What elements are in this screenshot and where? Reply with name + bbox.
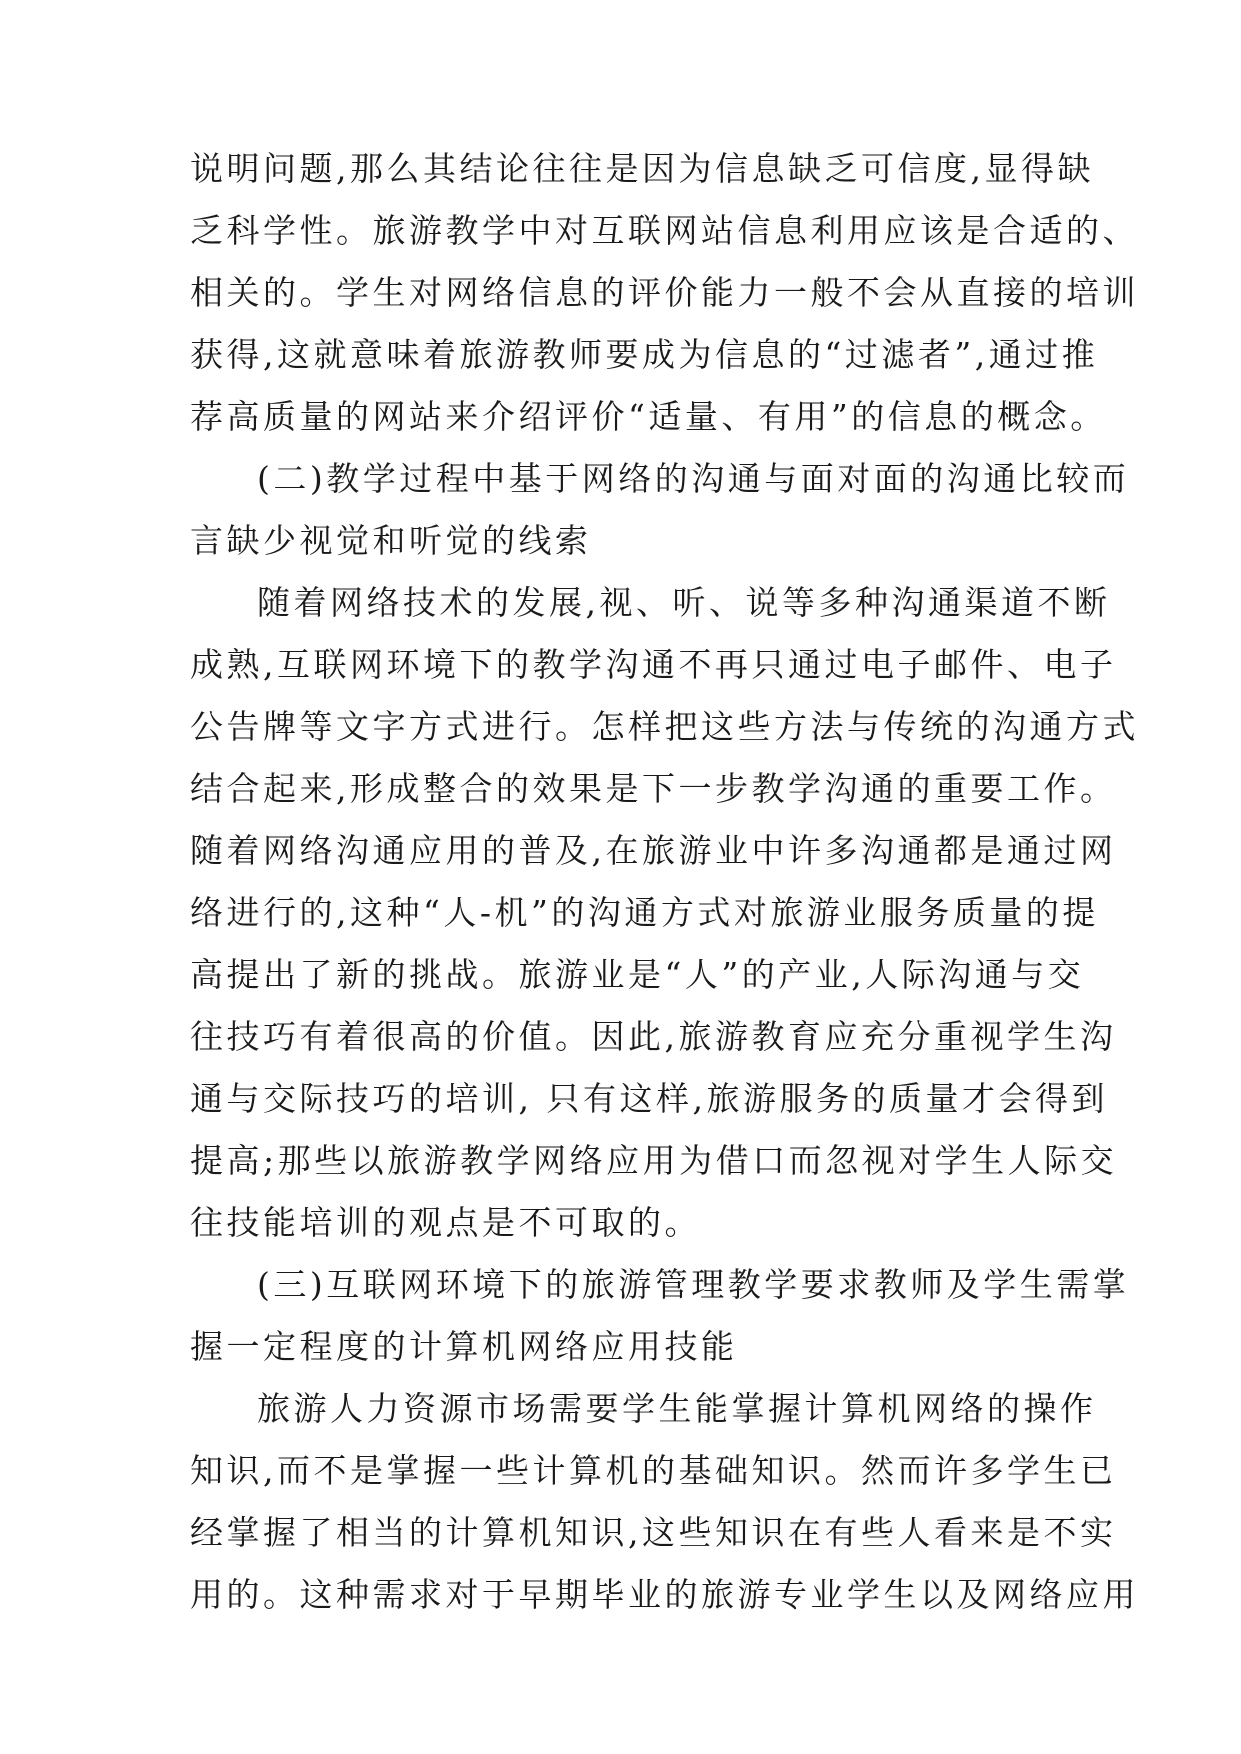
paragraph-line: 随着网络技术的发展,视、听、说等多种沟通渠道不断 <box>257 583 1111 622</box>
paragraph-line: 用的。这种需求对于早期毕业的旅游专业学生以及网络应用 <box>190 1575 1139 1614</box>
paragraph-line: 往技巧有着很高的价值。因此,旅游教育应充分重视学生沟 <box>190 1017 1117 1056</box>
paragraph-line: 随着网络沟通应用的普及,在旅游业中许多沟通都是通过网 <box>190 831 1117 870</box>
paragraph-line: 说明问题,那么其结论往往是因为信息缺乏可信度,显得缺 <box>190 149 1094 188</box>
section-heading-line: 握一定程度的计算机网络应用技能 <box>190 1327 738 1366</box>
section-heading-line: (二)教学过程中基于网络的沟通与面对面的沟通比较而 <box>257 459 1130 498</box>
paragraph-line: 通与交际技巧的培训, 只有这样,旅游服务的质量才会得到 <box>190 1079 1108 1118</box>
paragraph-line: 旅游人力资源市场需要学生能掌握计算机网络的操作 <box>257 1389 1097 1428</box>
paragraph-line: 获得,这就意味着旅游教师要成为信息的“过滤者”,通过推 <box>190 335 1099 374</box>
paragraph-line: 经掌握了相当的计算机知识,这些知识在有些人看来是不实 <box>190 1513 1117 1552</box>
section-heading-line: (三)互联网环境下的旅游管理教学要求教师及学生需掌 <box>257 1265 1130 1304</box>
paragraph-line: 成熟,互联网环境下的教学沟通不再只通过电子邮件、电子 <box>190 645 1117 684</box>
paragraph-line: 络进行的,这种“人-机”的沟通方式对旅游业服务质量的提 <box>190 893 1099 932</box>
paragraph-line: 相关的。学生对网络信息的评价能力一般不会从直接的培训 <box>190 273 1139 312</box>
paragraph-line: 知识,而不是掌握一些计算机的基础知识。然而许多学生已 <box>190 1451 1117 1490</box>
paragraph-line: 乏科学性。旅游教学中对互联网站信息利用应该是合适的、 <box>190 211 1139 250</box>
paragraph-line: 高提出了新的挑战。旅游业是“人”的产业,人际沟通与交 <box>190 955 1085 994</box>
paragraph-line: 提高;那些以旅游教学网络应用为借口而忽视对学生人际交 <box>190 1141 1118 1180</box>
paragraph-line: 公告牌等文字方式进行。怎样把这些方法与传统的沟通方式 <box>190 707 1139 746</box>
section-heading-line: 言缺少视觉和听觉的线索 <box>190 521 592 560</box>
paragraph-line: 荐高质量的网站来介绍评价“适量、有用”的信息的概念。 <box>190 397 1107 436</box>
paragraph-line: 往技能培训的观点是不可取的。 <box>190 1203 701 1242</box>
paragraph-line: 结合起来,形成整合的效果是下一步教学沟通的重要工作。 <box>190 769 1117 808</box>
